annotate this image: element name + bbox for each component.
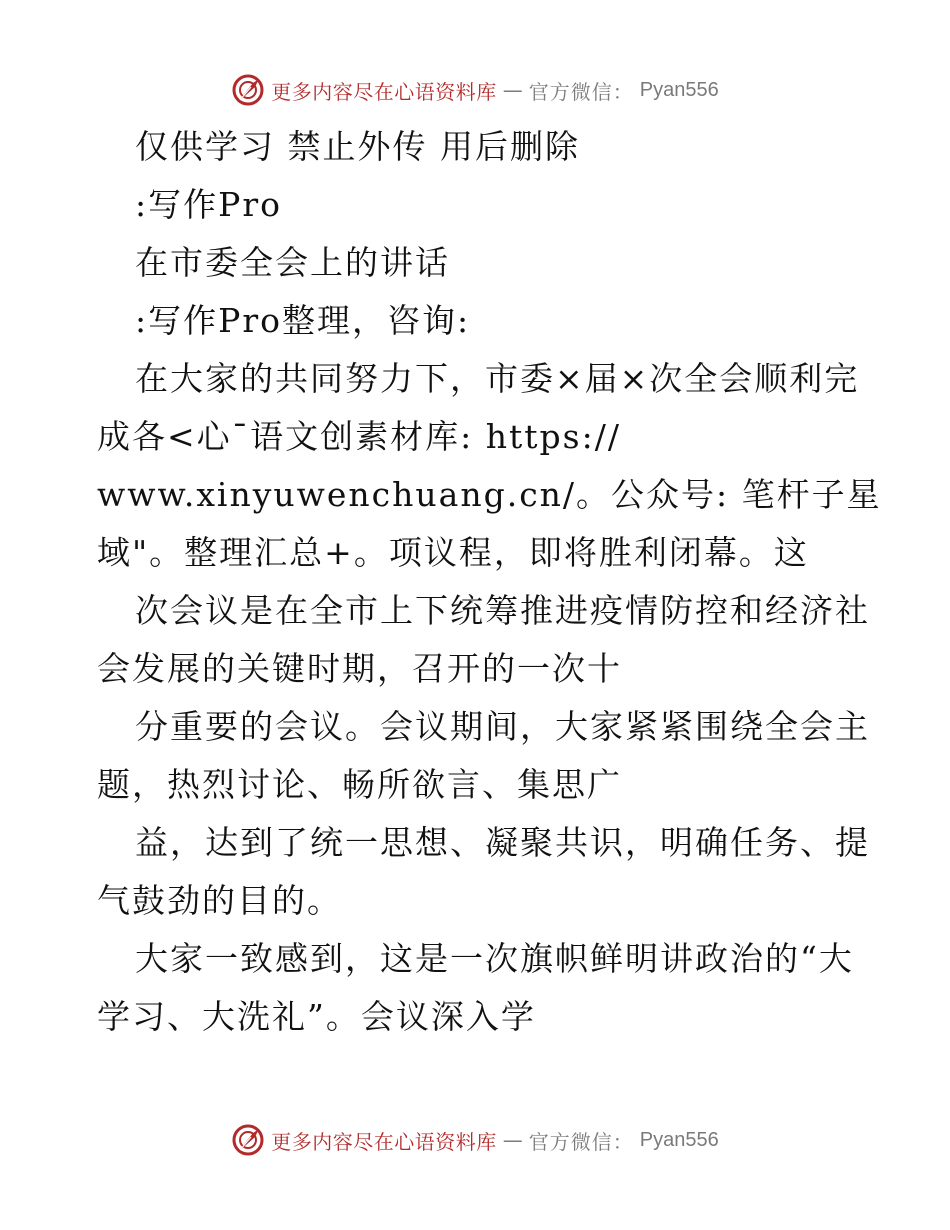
text-line: 域"。整理汇总+。项议程，即将胜利闭幕。这 bbox=[97, 533, 809, 572]
banner-site-text: 更多内容尽在心语资料库 bbox=[271, 1129, 497, 1154]
banner-wechat-label: 官方微信： bbox=[528, 79, 634, 104]
text-line: 分重要的会议。会议期间，大家紧紧围绕全会主 bbox=[135, 707, 870, 746]
text-line: 气鼓劲的目的。 bbox=[97, 881, 342, 920]
text-line: 会发展的关键时期，召开的一次十 bbox=[97, 649, 622, 688]
text-line: 学习、大洗礼”。会议深入学 bbox=[97, 997, 536, 1036]
document-body bbox=[97, 118, 882, 1046]
banner-wechat-label: 官方微信： bbox=[528, 1129, 634, 1154]
banner-site-text: 更多内容尽在心语资料库 bbox=[271, 79, 497, 104]
quill-logo-icon bbox=[231, 1123, 265, 1157]
text-line: 题，热烈讨论、畅所欲言、集思广 bbox=[97, 765, 622, 804]
text-line: www.xinyuwenchuang.cn/。公众号: 笔杆子星 bbox=[97, 475, 882, 514]
text-line: 在市委全会上的讲话 bbox=[135, 243, 450, 282]
quill-logo-icon bbox=[231, 73, 265, 107]
text-line: 成各<心¯语文创素材库: https:// bbox=[97, 417, 621, 456]
banner-dash: — bbox=[502, 1128, 523, 1152]
text-line: 大家一致感到，这是一次旗帜鲜明讲政治的“大 bbox=[135, 939, 854, 978]
text-line: 次会议是在全市上下统筹推进疫情防控和经济社 bbox=[135, 591, 870, 630]
text-line: 在大家的共同努力下，市委×届×次全会顺利完 bbox=[135, 359, 860, 398]
text-line: 益，达到了统一思想、凝聚共识，明确任务、提 bbox=[135, 823, 870, 862]
header-banner bbox=[0, 70, 950, 110]
footer-banner bbox=[0, 1120, 950, 1160]
text-line: :写作Pro整理，咨询: bbox=[135, 301, 471, 340]
banner-wechat-id: Pyan556 bbox=[639, 1128, 719, 1151]
text-line: :写作Pro bbox=[135, 185, 282, 224]
banner-dash: — bbox=[502, 78, 523, 102]
banner-wechat-id: Pyan556 bbox=[639, 78, 719, 101]
text-line: 仅供学习 禁止外传 用后删除 bbox=[135, 127, 580, 166]
